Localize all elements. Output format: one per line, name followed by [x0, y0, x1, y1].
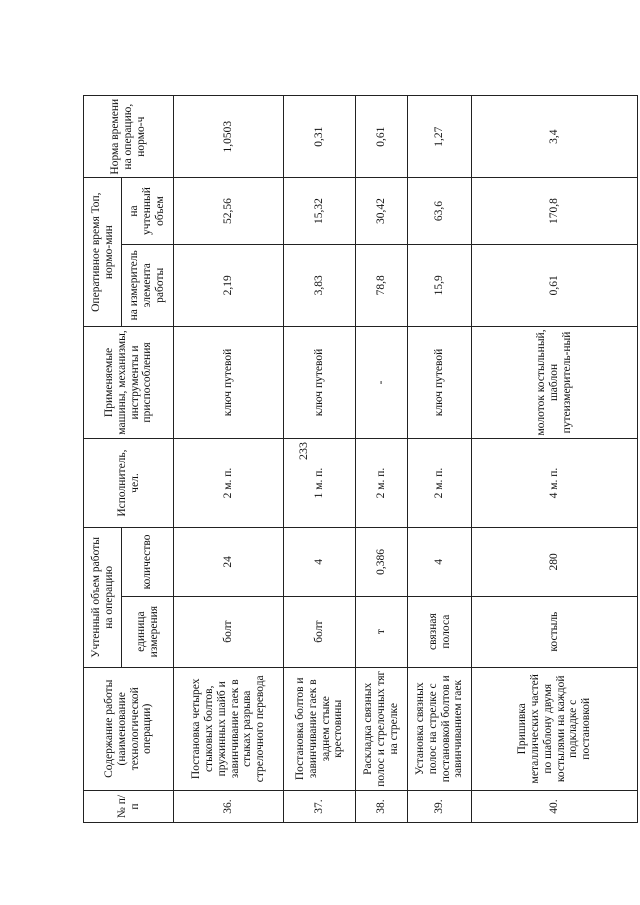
row-tools: ключ путевой — [408, 326, 472, 438]
header-quantity: количество — [122, 528, 174, 597]
row-norm: 1,27 — [408, 96, 472, 178]
table-row — [408, 96, 472, 823]
row-performer: 2 м. п. — [174, 438, 284, 527]
row-norm: 0,61 — [356, 96, 408, 178]
row-unit: болт — [174, 596, 284, 667]
row-unit: костыль — [472, 596, 638, 667]
row-per-element: 78,8 — [356, 244, 408, 326]
row-performer: 2 м. п. — [356, 438, 408, 527]
row-num: 36. — [174, 791, 284, 823]
table-row — [472, 96, 638, 823]
table-row — [174, 96, 284, 823]
page-number: 233 — [296, 442, 310, 460]
row-num: 37. — [284, 791, 356, 823]
row-content: Раскладка связных полос и стрелочных тяг на стрелке — [356, 667, 408, 790]
header-performer: Исполнитель, чел. — [84, 438, 174, 527]
header-per-element: на измеритель элемента работы — [122, 244, 174, 326]
header-num: № п/п — [84, 791, 174, 823]
row-quantity: 280 — [472, 528, 638, 597]
row-per-volume: 15,32 — [284, 178, 356, 244]
header-content: Содержание работы (наименование технологической операции) — [84, 667, 174, 790]
row-quantity: 24 — [174, 528, 284, 597]
row-norm: 0,31 — [284, 96, 356, 178]
row-content: Постановка болтов и завинчивание гаек в заднем стыке крестовины — [284, 667, 356, 790]
row-quantity: 4 — [408, 528, 472, 597]
table-row — [284, 96, 356, 823]
row-unit: т — [356, 596, 408, 667]
row-per-volume: 30,42 — [356, 178, 408, 244]
row-per-volume: 170,8 — [472, 178, 638, 244]
header-optime-group: Оперативное время Топ, нормо-мин — [84, 178, 122, 327]
row-tools: ключ путевой — [174, 326, 284, 438]
header-tools: Применяемые машины, механизмы, инструменты и приспособления — [84, 326, 174, 438]
row-per-element: 15,9 — [408, 244, 472, 326]
row-per-element: 3,83 — [284, 244, 356, 326]
row-quantity: 4 — [284, 528, 356, 597]
row-performer: 2 м. п. — [408, 438, 472, 527]
row-unit: болт — [284, 596, 356, 667]
header-per-volume: на учтенный объем — [122, 178, 174, 244]
table-row — [356, 96, 408, 823]
row-num: 39. — [408, 791, 472, 823]
row-tools: - — [356, 326, 408, 438]
norms-table — [83, 95, 638, 823]
header-norm: Норма времени на операцию, нормо-ч — [84, 96, 174, 178]
row-per-volume: 52,56 — [174, 178, 284, 244]
row-per-element: 2,19 — [174, 244, 284, 326]
header-unit: единица измерения — [122, 596, 174, 667]
row-norm: 3,4 — [472, 96, 638, 178]
row-content: Постановка четырех стыковых болтов, пружинных шайб и завинчивание гаек в стыках разрыва стрелочного перевода — [174, 667, 284, 790]
row-performer: 4 м. п. — [472, 438, 638, 527]
row-performer: 1 м. п. — [284, 438, 356, 527]
header-volume-group: Учтенный объем работы на операцию — [84, 528, 122, 667]
rotated-table-frame — [83, 95, 637, 823]
row-unit: связная полоса — [408, 596, 472, 667]
row-quantity: 0,386 — [356, 528, 408, 597]
row-content: Установка связных полос на стрелке с постановкой болтов и завинчиванием гаек — [408, 667, 472, 790]
row-num: 40. — [472, 791, 638, 823]
row-tools: молоток костыльный, шаблон путеизмеритель-ный — [472, 326, 638, 438]
row-per-volume: 63,6 — [408, 178, 472, 244]
row-tools: ключ путевой — [284, 326, 356, 438]
row-content: Пришивка металлических частей по шаблону двумя костылями на каждой подкладке с постановкой — [472, 667, 638, 790]
row-norm: 1,0503 — [174, 96, 284, 178]
row-per-element: 0,61 — [472, 244, 638, 326]
row-num: 38. — [356, 791, 408, 823]
